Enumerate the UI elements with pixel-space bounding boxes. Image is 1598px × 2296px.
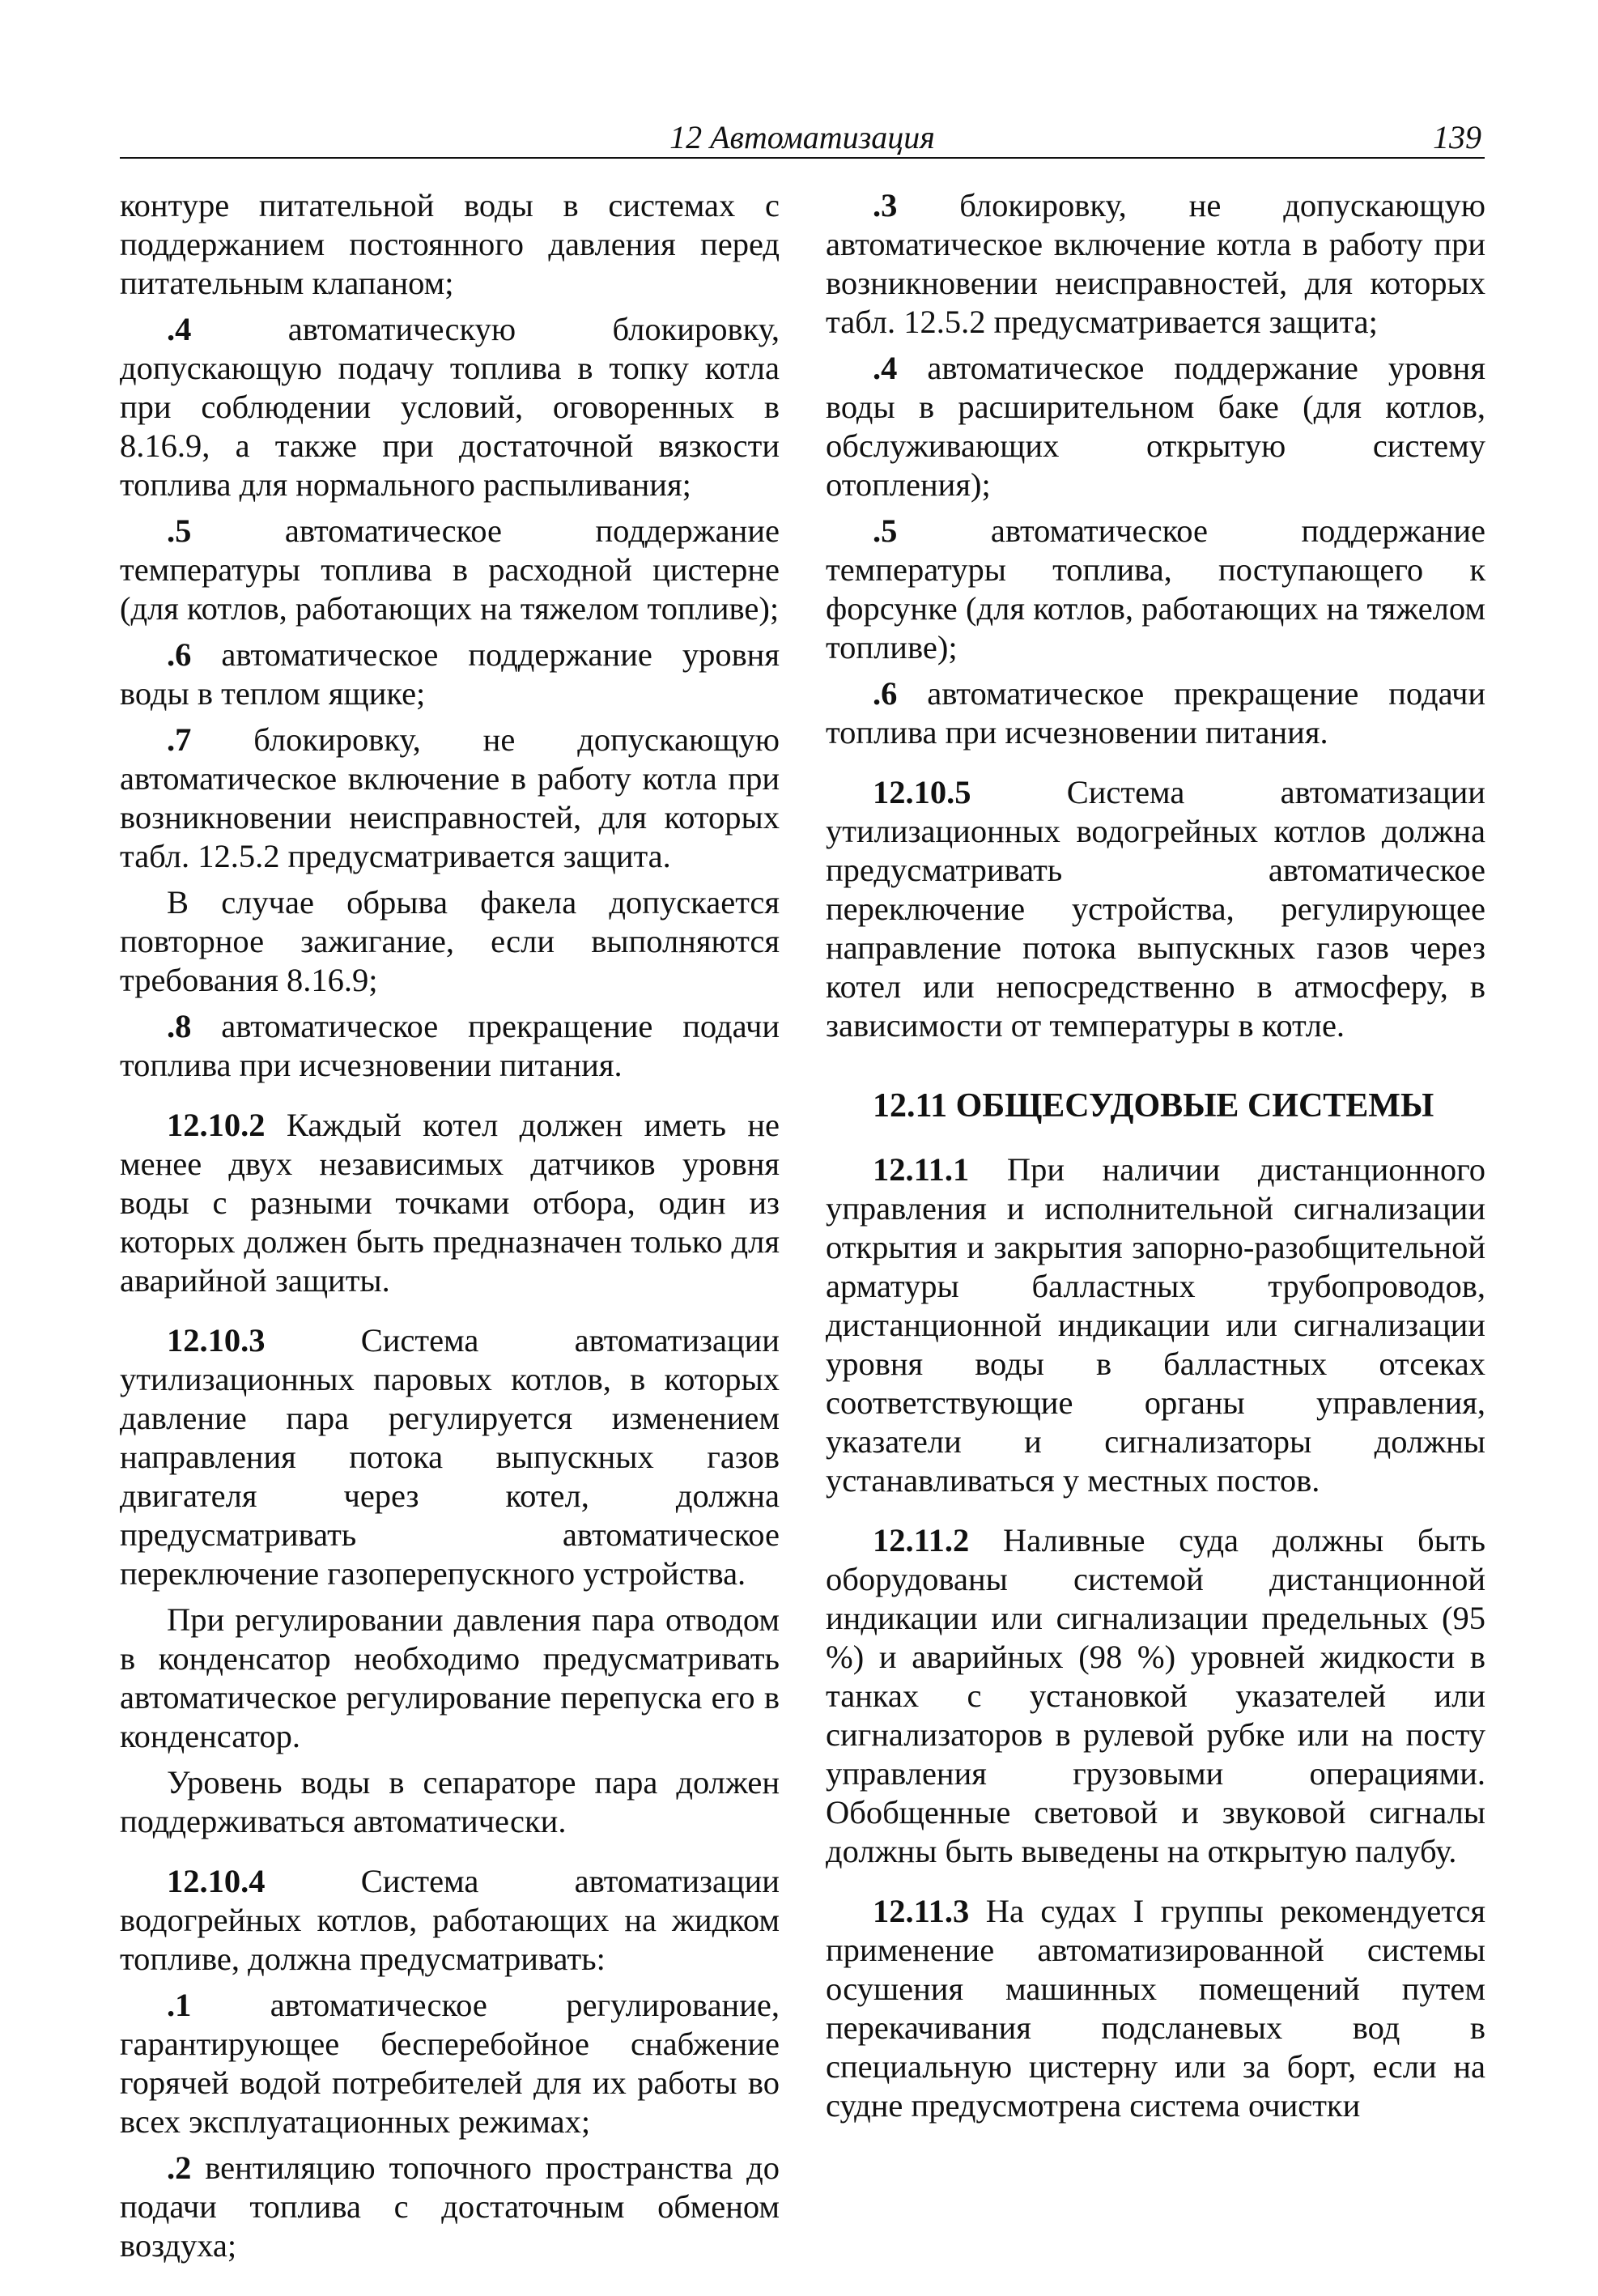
list-item (120, 512, 780, 628)
right-column (826, 186, 1485, 2132)
list-item (826, 349, 1485, 504)
item-text: вентиляцию топочного пространства до подачи топлива с достаточным обменом воздуха; (120, 2149, 780, 2264)
clause-text: Система автоматизации утилизационных водогрейных котлов должна предусматривать автоматическое переключение устройства, регулирующее направление потока выпускных газов через котел или непосредственно в атмосферу, в зависимости от температуры в котле. (826, 774, 1485, 1044)
clause (826, 773, 1485, 1045)
clause (826, 1521, 1485, 1871)
item-text: автоматическую блокировку, допускающую подачу топлива в топку котла при соблюдении условий, оговоренных в 8.16.9, а также при достаточной вязкости топлива для нормального распыливания; (120, 311, 780, 503)
item-number: .4 (873, 350, 898, 386)
item-text: автоматическое поддержание уровня воды в расширительном баке (для котлов, обслуживающих открытую систему отопления); (826, 350, 1485, 503)
item-number: .6 (873, 675, 898, 712)
clause (120, 1321, 780, 1593)
clause-number: 12.10.3 (167, 1322, 266, 1358)
clause-text: Система автоматизации утилизационных паровых котлов, в которых давление пара регулируется изменением направления потока выпускных газов двигателя через котел, должна предусматривать автоматическое переключение газоперепускного устройства. (120, 1322, 780, 1592)
item-text: автоматическое прекращение подачи топлива при исчезновении питания. (120, 1008, 780, 1083)
paragraph: В случае обрыва факела допускается повторное зажигание, если выполняются требования 8.16.9; (120, 884, 780, 998)
list-item (120, 721, 780, 876)
list-item (826, 674, 1485, 752)
clause-number: 12.10.5 (873, 774, 971, 810)
clause-number: 12.11.1 (873, 1151, 970, 1188)
clause (826, 1150, 1485, 1500)
clause-text: Система автоматизации водогрейных котлов, работающих на жидком топливе, должна предусматривать: (120, 1863, 780, 1977)
clause-text: Наливные суда должны быть оборудованы системой дистанционной индикации или сигнализации предельных (95 %) и аварийных (98 %) уровней жидкости в танках с установкой указателей или сигнализаторов в рулевой рубке или на посту управления грузовыми операциями. Обобщенные световой и звуковой сигналы должны быть выведены на открытую палубу. (826, 1522, 1485, 1869)
item-number: .4 (167, 311, 192, 347)
paragraph: Уровень воды в сепараторе пара должен поддерживаться автоматически. (120, 1764, 780, 1839)
item-text: автоматическое прекращение подачи топлива при исчезновении питания. (826, 675, 1485, 750)
item-text: автоматическое регулирование, гарантирующее бесперебойное снабжение горячей водой потребителей для их работы во всех эксплуатационных режимах; (120, 1987, 780, 2140)
item-text: автоматическое поддержание уровня воды в теплом ящике; (120, 636, 780, 712)
section-heading: 12.11 ОБЩЕСУДОВЫЕ СИСТЕМЫ (873, 1087, 1434, 1125)
item-text: автоматическое поддержание температуры топлива в расходной цистерне (для котлов, работающих на тяжелом топливе); (120, 512, 780, 627)
item-number: .5 (873, 512, 898, 549)
page-number: 139 (1433, 119, 1481, 155)
item-text: автоматическое поддержание температуры топлива, поступающего к форсунке (для котлов, работающих на тяжелом топливе); (826, 512, 1485, 665)
clause-text: На судах I группы рекомендуется применение автоматизированной системы осушения машинных помещений путем перекачивания подсланевых вод в специальную цистерну или за борт, если на судне предусмотрена система очистки (826, 1893, 1485, 2124)
item-number: .8 (167, 1008, 192, 1044)
list-item (120, 310, 780, 504)
item-text: блокировку, не допускающую автоматическое включение котла в работу при возникновении неисправностей, для которых табл. 12.5.2 предусматривается защита; (826, 187, 1485, 340)
clause-number: 12.10.2 (167, 1107, 266, 1143)
item-number: .2 (167, 2149, 192, 2186)
clause (826, 1892, 1485, 2125)
list-item (120, 2149, 780, 2265)
clause-text: При наличии дистанционного управления и исполнительной сигнализации открытия и закрытия запорно-разобщительной арматуры балластных трубопроводов, дистанционной индикации или сигнализации уровня воды в балластных отсеках соответствующие органы управления, указатели и сигнализаторы должны устанавливаться у местных постов. (826, 1151, 1485, 1499)
clause (120, 1862, 780, 1979)
paragraph: При регулировании давления пара отводом в конденсатор необходимо предусматривать автоматическое регулирование перепуска его в конденсатор. (120, 1601, 780, 1754)
item-number: .6 (167, 636, 192, 673)
item-number: .3 (873, 187, 898, 223)
item-number: .5 (167, 512, 192, 549)
list-item (120, 636, 780, 713)
running-header (120, 121, 1485, 159)
clause-number: 12.10.4 (167, 1863, 266, 1899)
running-header-title: 12 Автоматизация (669, 119, 935, 155)
clause (120, 1106, 780, 1300)
item-text: блокировку, не допускающую автоматическое включение в работу котла при возникновении неисправностей, для которых табл. 12.5.2 предусматривается защита. (120, 721, 780, 874)
item-number: .1 (167, 1987, 192, 2023)
paragraph: контуре питательной воды в системах с поддержанием постоянного давления перед питательным клапаном; (120, 187, 780, 301)
list-item (826, 186, 1485, 342)
left-column (120, 186, 780, 2273)
clause-number: 12.11.2 (873, 1522, 970, 1558)
list-item (826, 512, 1485, 667)
clause-text: Каждый котел должен иметь не менее двух независимых датчиков уровня воды с разными точками отбора, один из которых должен быть предназначен только для аварийной защиты. (120, 1107, 780, 1299)
list-item (120, 1007, 780, 1085)
list-item (120, 1986, 780, 2141)
item-number: .7 (167, 721, 192, 758)
clause-number: 12.11.3 (873, 1893, 970, 1929)
